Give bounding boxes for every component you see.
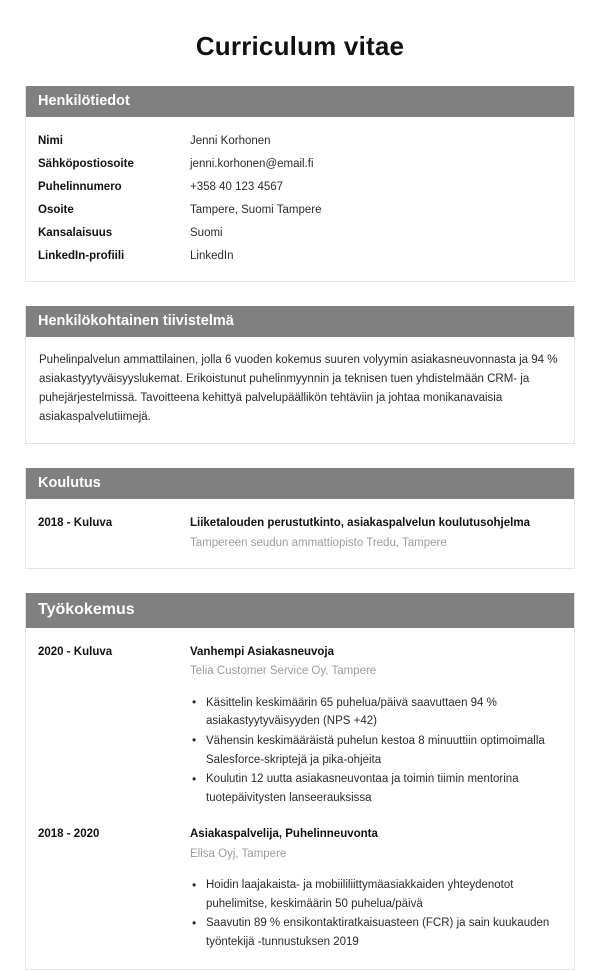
entry-organization: Telia Customer Service Oy, Tampere xyxy=(190,665,377,678)
section-education xyxy=(25,468,575,569)
entry-details xyxy=(190,644,562,808)
linkedin-link[interactable]: LinkedIn xyxy=(190,249,234,262)
info-value: Tampere, Suomi Tampere xyxy=(190,203,322,216)
entry-date: 2020 - Kuluva xyxy=(38,646,113,659)
section-heading-education: Koulutus xyxy=(26,468,574,499)
info-label: LinkedIn-profiili xyxy=(38,249,125,262)
entry-bullet-list xyxy=(190,694,562,808)
info-row xyxy=(38,175,562,198)
entry-organization: Elisa Oyj, Tampere xyxy=(190,847,287,860)
entry-bullet-list xyxy=(190,876,562,952)
info-value: Suomi xyxy=(190,226,223,239)
section-personal-info xyxy=(25,86,575,282)
info-row xyxy=(38,198,562,221)
info-label: Puhelinnumero xyxy=(38,180,122,193)
section-heading-personal-info: Henkilötiedot xyxy=(26,86,574,117)
experience-list xyxy=(26,628,574,969)
section-heading-experience: Työkokemus xyxy=(26,593,574,628)
info-row xyxy=(38,221,562,244)
list-item: • Käsittelin keskimäärin 65 puhelua/päivä saavuttaen 94 % asiakastyytyväisyyden (NPS +42) xyxy=(190,694,562,731)
personal-info-list xyxy=(26,117,574,281)
summary-text: Puhelinpalvelun ammattilainen, jolla 6 vuoden kokemus suuren volyymin asiakasneuvonnasta ja 94 % asiakastyytyväisyyslukemat. Erikoistunut puhelinmyynnin ja teknisen tuen yhdistelmään CRM- ja puhejärjestelmissä. Tavoitteena kehittyä palvelupäällikön tehtäviin ja johtaa monikanavaisia asiakaspalvelutiimejä. xyxy=(39,354,558,424)
info-row xyxy=(38,129,562,152)
section-heading-summary: Henkilökohtainen tiivistelmä xyxy=(26,306,574,337)
education-list xyxy=(26,499,574,568)
experience-entry xyxy=(38,640,562,810)
section-summary xyxy=(25,306,575,444)
list-item: • Saavutin 89 % ensikontaktiratkaisuasteen (FCR) ja sain kuukauden työntekijä -tunnustuksen 2019 xyxy=(190,914,562,951)
info-row xyxy=(38,244,562,267)
info-row xyxy=(38,152,562,175)
entry-title: Liiketalouden perustutkinto, asiakaspalvelun koulutusohjelma xyxy=(190,517,530,530)
entry-title: Asiakaspalvelija, Puhelinneuvonta xyxy=(190,828,378,841)
list-item: • Koulutin 12 uutta asiakasneuvontaa ja toimin tiimin mentorina tuotepäivitysten lanseerauksissa xyxy=(190,770,562,807)
info-label: Sähköpostiosoite xyxy=(38,157,134,170)
section-experience xyxy=(25,593,575,970)
entry-organization: Tampereen seudun ammattiopisto Tredu, Tampere xyxy=(190,536,447,549)
list-item: • Vähensin keskimääräistä puhelun kestoa 8 minuuttiin optimoimalla Salesforce-skriptejä ja pika-ohjeita xyxy=(190,732,562,769)
info-value: jenni.korhonen@email.fi xyxy=(190,157,314,170)
list-item: • Hoidin laajakaista- ja mobiililiittymäasiakkaiden yhteydenotot puhelimitse, keskimäärin 50 puhelua/päivä xyxy=(190,876,562,913)
entry-date: 2018 - Kuluva xyxy=(38,517,113,530)
education-entry xyxy=(38,511,562,554)
info-label: Osoite xyxy=(38,203,74,216)
info-label: Kansalaisuus xyxy=(38,226,113,239)
entry-details xyxy=(190,826,562,952)
summary-body xyxy=(26,337,574,443)
info-value: +358 40 123 4567 xyxy=(190,180,284,193)
entry-title: Vanhempi Asiakasneuvoja xyxy=(190,646,335,659)
info-label: Nimi xyxy=(38,134,63,147)
entry-date: 2018 - 2020 xyxy=(38,828,100,841)
page-title: Curriculum vitae xyxy=(195,31,405,61)
info-value: Jenni Korhonen xyxy=(190,134,271,147)
experience-entry xyxy=(38,810,562,954)
entry-details xyxy=(190,515,562,552)
